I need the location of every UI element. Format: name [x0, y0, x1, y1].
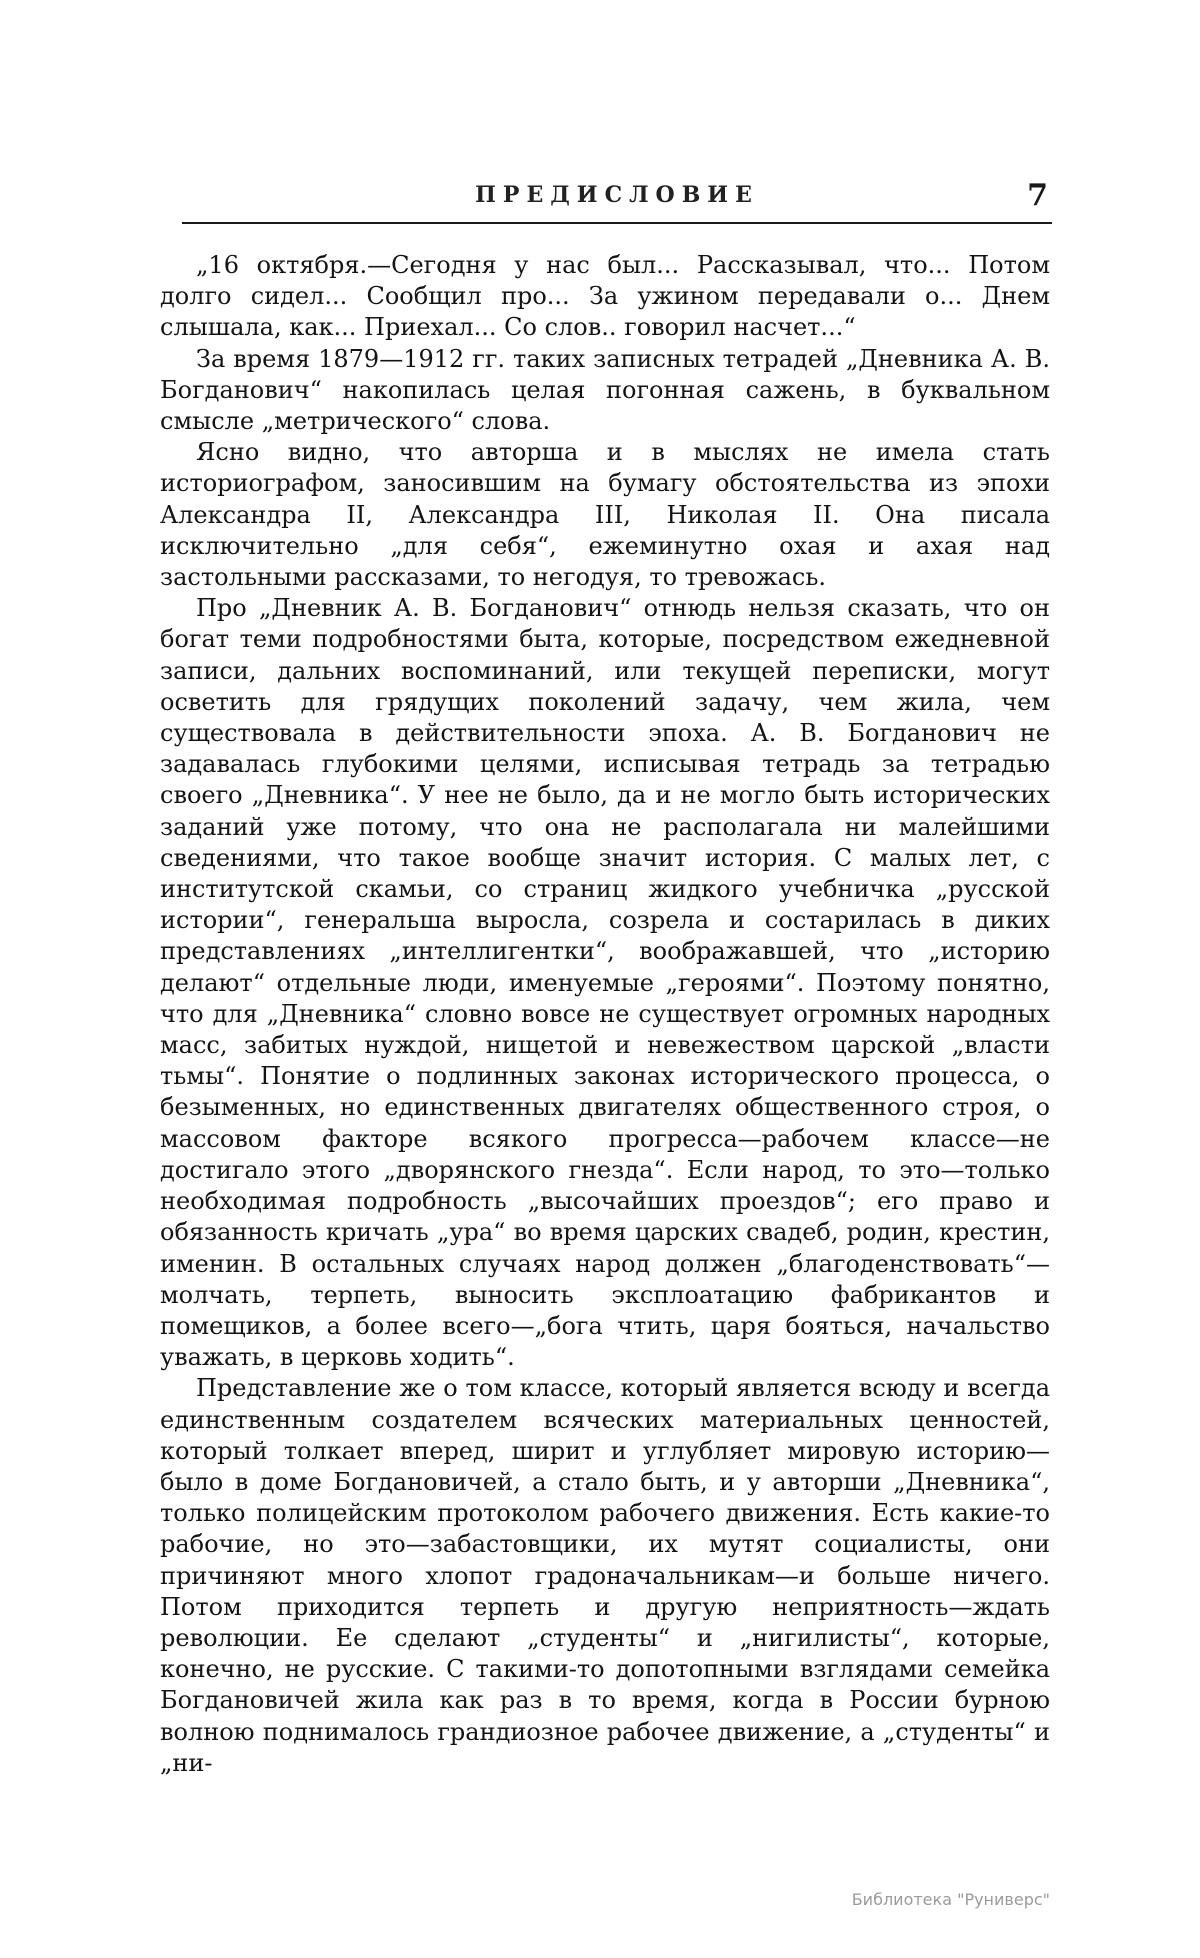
paragraph-5: Представление же о том классе, который является всюду и всегда единственным создателем всяческих материальных ценностей, который толкает вперед, ширит и углубляет мировую историю—было в доме Богдановичей, а стало быть, и у авторши „Дневника“, только полицейским протоколом рабочего движения. Есть какие-то рабочие, но это—забастовщики, их мутят социалисты, они причиняют много хлопот градоначальникам—и больше ничего. Потом приходится терпеть и другую неприятность—ждать революции. Ее сделают „студенты“ и „нигилисты“, которые, конечно, не русские. С такими-то допотопными взглядами семейка Богдановичей жила как раз в то время, когда в России бурною волною поднималось грандиозное рабочее движение, а „студенты“ и „ни- [160, 1374, 1050, 1777]
paragraph-1: „16 октября.—Сегодня у нас был... Рассказывал, что... Потом долго сидел... Сообщил про... За ужином передавали о... Днем слышала, как... Приехал... Со слов.. говорил насчет...“ [160, 251, 1050, 342]
library-watermark: Библиотека "Руниверс" [851, 1890, 1050, 1909]
paragraph-4: Про „Дневник А. В. Богданович“ отнюдь нельзя сказать, что он богат теми подробностями быта, которые, посредством ежедневной записи, дальних воспоминаний, или текущей переписки, могут осветить для грядущих поколений задачу, чем жила, чем существовала в действительности эпоха. А. В. Богданович не задавалась глубокими целями, исписывая тетрадь за тетрадью своего „Дневника“. У нее не было, да и не могло быть исторических заданий уже потому, что она не располагала ни малейшими сведениями, что такое вообще значит история. С малых лет, с институтской скамьи, со страниц жидкого учебничка „русской истории“, генеральша выросла, созрела и состарилась в диких представлениях „интеллигентки“, воображавшей, что „историю делают“ отдельные люди, именуемые „героями“. Поэтому понятно, что для „Дневника“ словно вовсе не существует огромных народных масс, забитых нуждой, нищетой и невежеством царской „власти тьмы“. Понятие о подлинных законах исторического процесса, о безыменных, но единственных двигателях общественного строя, о массовом факторе всякого прогресса—рабочем классе—не достигало этого „дворянского гнезда“. Если народ, то это—только необходимая подробность „высочайших проездов“; его право и обязанность кричать „ура“ во время царских свадеб, родин, крестин, именин. В остальных случаях народ должен „благоденствовать“—молчать, терпеть, выносить эксплоатацию фабрикантов и помещиков, а более всего—„бога чтить, царя бояться, начальство уважать, в церковь ходить“. [160, 594, 1050, 1372]
header-rule [182, 222, 1052, 224]
paragraph-3: Ясно видно, что авторша и в мыслях не имела стать историографом, заносившим на бумагу обстоятельства из эпохи Александра II, Александра III, Николая II. Она писала исключительно „для себя“, ежеминутно охая и ахая над застольными рассказами, то негодуя, то тревожась. [160, 438, 1050, 592]
paragraph-2: За время 1879—1912 гг. таких записных тетрадей „Дневника А. В. Богданович“ накопилась целая погонная сажень, в буквальном смысле „метрического“ слова. [160, 344, 1050, 436]
body-text [160, 250, 1050, 1779]
page-number: 7 [1027, 178, 1048, 213]
running-header [182, 178, 1052, 218]
running-title: ПРЕДИСЛОВИЕ [475, 182, 759, 208]
